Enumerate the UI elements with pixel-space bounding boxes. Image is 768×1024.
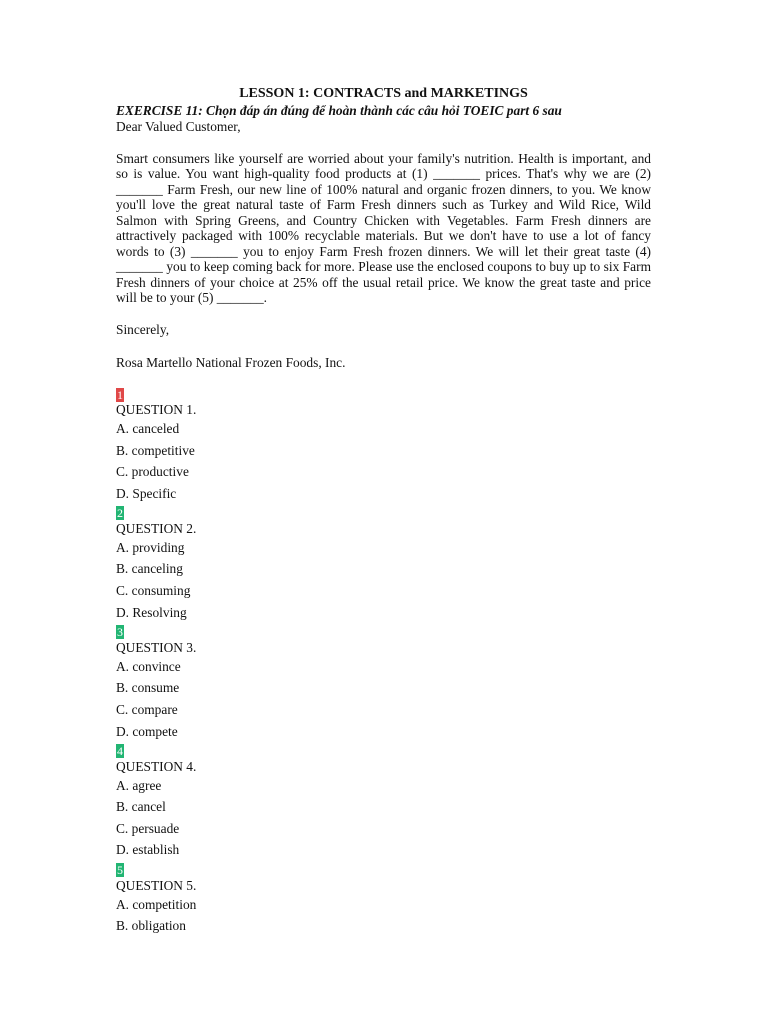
question-block xyxy=(116,743,651,861)
answer-option: B. consume xyxy=(116,680,180,696)
question-number-row xyxy=(116,387,651,403)
question-block xyxy=(116,505,651,623)
answer-option: D. Specific xyxy=(116,485,177,501)
letter-body: Smart consumers like yourself are worried about your family's nutrition. Health is important, and so is value. You want high-quality food products at (1) _______ prices. That's why we are (2) _______ Farm Fresh, our new line of 100% natural and organic frozen dinners, to you. We know you'll love the great natural taste of Farm Fresh dinners such as Turkey and Wild Rice, Wild Salmon with Spring Greens, and Country Chicken with Vegetables. Farm Fresh dinners are attractively packaged with 100% recyclable materials. But we don't have to use a lot of fancy words to (3) _______ you to enjoy Farm Fresh frozen dinners. We will let their great taste (4) _______ you to keep coming back for more. Please use the enclosed coupons to buy up to six Farm Fresh dinners of your choice at 25% off the usual retail price. We know the great taste and price will be to your (5) _______. xyxy=(116,150,651,305)
answer-option: B. canceling xyxy=(116,561,183,577)
question-list xyxy=(116,387,651,937)
question-block xyxy=(116,862,651,937)
document-page xyxy=(116,86,651,938)
answer-option: A. agree xyxy=(116,777,162,793)
answer-option: A. convince xyxy=(116,658,181,674)
question-number-badge: 4 xyxy=(117,744,123,759)
answer-option: C. persuade xyxy=(116,820,180,836)
letter-closing: Sincerely, xyxy=(116,321,170,337)
answer-option: A. providing xyxy=(116,539,185,555)
answer-option: C. productive xyxy=(116,464,189,480)
answer-option: A. competition xyxy=(116,896,197,912)
question-number-row xyxy=(116,505,651,521)
answer-option: C. compare xyxy=(116,701,178,717)
answer-option: B. competitive xyxy=(116,442,195,458)
question-number-badge: 5 xyxy=(117,863,123,877)
question-title: QUESTION 2. xyxy=(116,520,197,536)
answer-option: C. consuming xyxy=(116,583,191,599)
question-number-row xyxy=(116,624,651,640)
letter-signer: Rosa Martello National Frozen Foods, Inc. xyxy=(116,355,346,370)
question-number-row xyxy=(116,743,651,759)
question-number-badge: 2 xyxy=(117,506,123,521)
answer-option: B. obligation xyxy=(116,918,186,934)
question-title: QUESTION 4. xyxy=(116,758,197,774)
letter-greeting: Dear Valued Customer, xyxy=(116,119,241,134)
lesson-title: LESSON 1: CONTRACTS and MARKETINGS xyxy=(239,86,528,101)
exercise-instruction: EXERCISE 11: Chọn đáp án đúng để hoàn thành các câu hỏi TOEIC part 6 sau xyxy=(116,102,562,118)
question-title: QUESTION 3. xyxy=(116,639,197,655)
answer-option: A. canceled xyxy=(116,421,180,436)
question-title: QUESTION 5. xyxy=(116,877,197,893)
question-title: QUESTION 1. xyxy=(116,402,197,417)
question-block xyxy=(116,624,651,742)
question-number-row xyxy=(116,862,651,878)
answer-option: D. compete xyxy=(116,723,178,739)
answer-option: D. Resolving xyxy=(116,604,187,620)
question-block xyxy=(116,387,651,505)
question-number-badge: 3 xyxy=(117,625,123,640)
answer-option: D. establish xyxy=(116,842,180,858)
question-number-badge: 1 xyxy=(117,387,123,402)
answer-option: B. cancel xyxy=(116,799,166,815)
